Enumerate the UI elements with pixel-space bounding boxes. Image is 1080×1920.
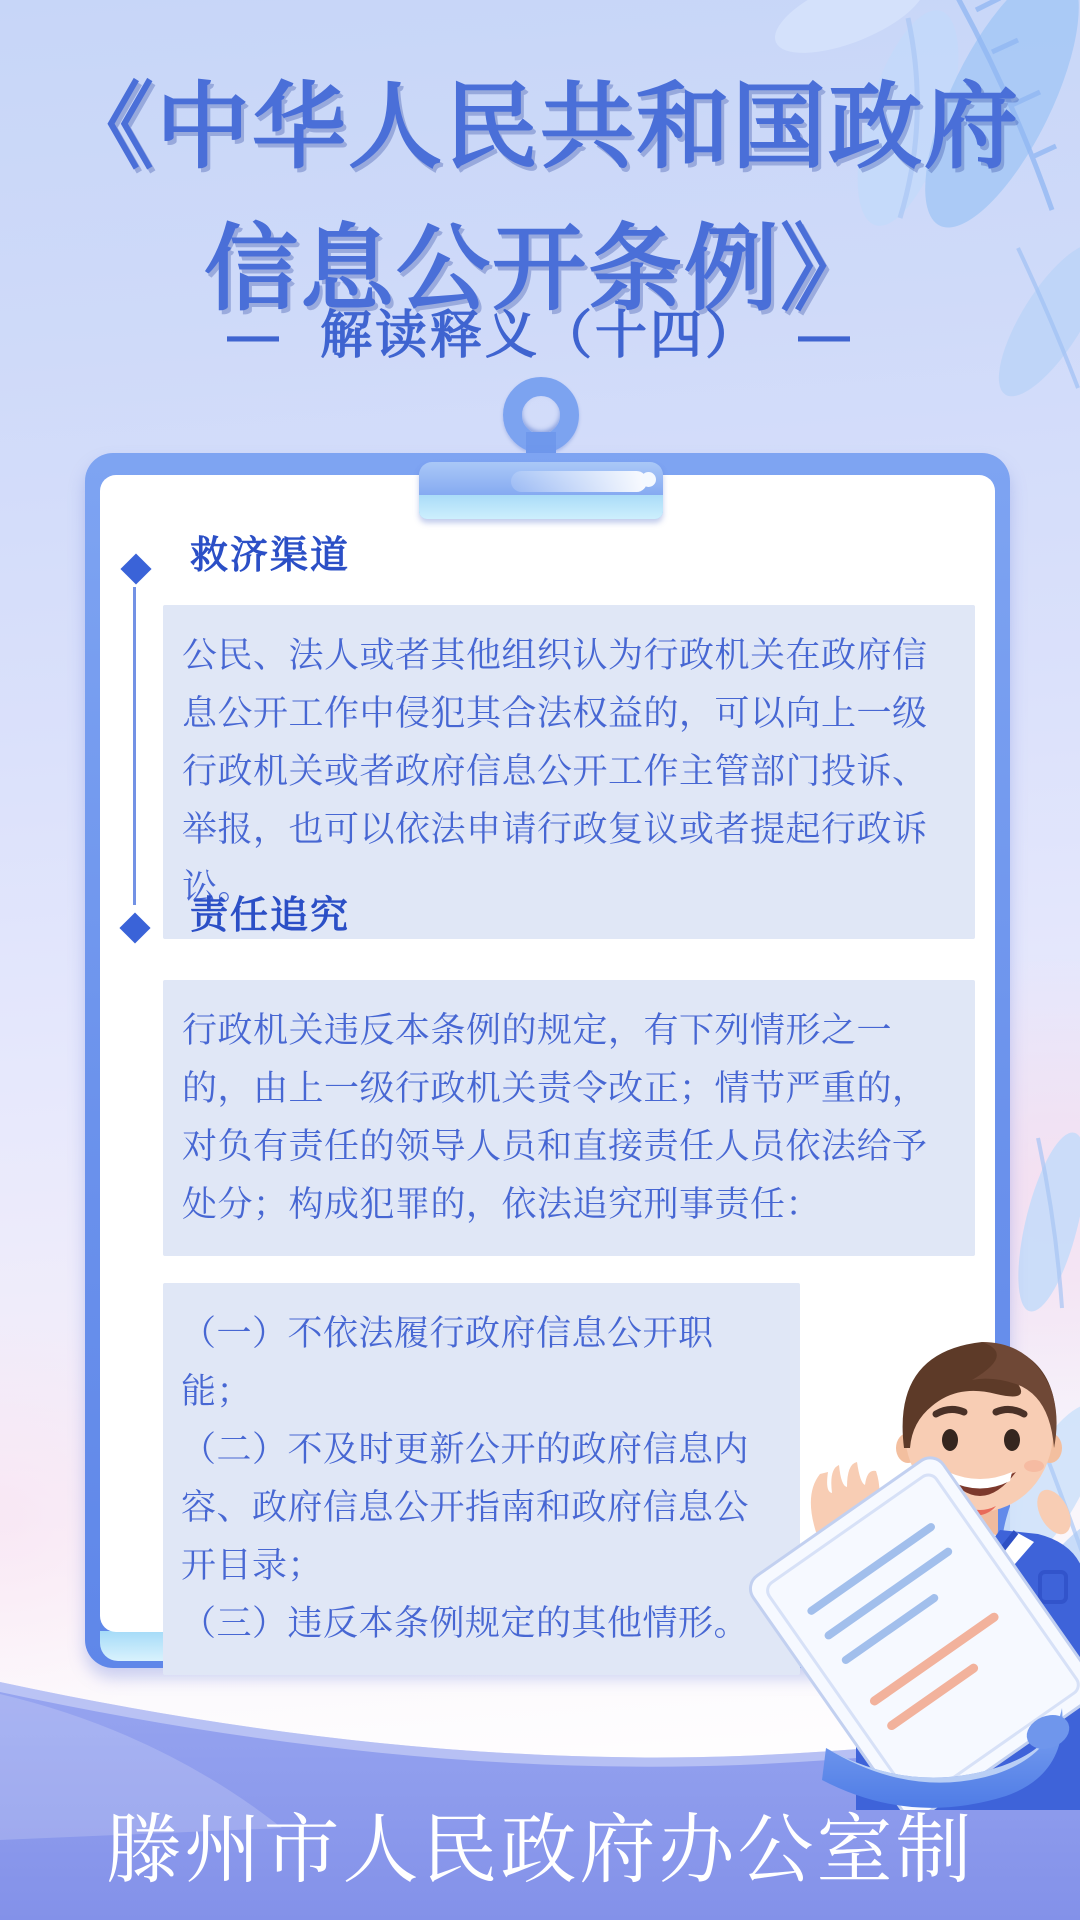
diamond-bullet-2 xyxy=(119,912,150,943)
section-heading-accountability: 责任追究 xyxy=(190,895,351,937)
diamond-bullet-1 xyxy=(120,553,151,584)
poster-title-line1: 《中华人民共和国政府 xyxy=(59,74,1020,179)
section-body-accountability: 行政机关违反本条例的规定，有下列情形之一的，由上一级行政机关责令改正；情节严重的，对负有责任的领导人员和直接责任人员依法给予处分；构成犯罪的，依法追究刑事责任： xyxy=(163,980,975,1256)
poster-title-line2: 信息公开条例》 xyxy=(203,216,876,321)
man-illustration xyxy=(620,1280,1080,1810)
clip-dot xyxy=(641,472,656,487)
clip-strip xyxy=(419,495,663,519)
footer-credit: 滕州市人民政府办公室制 xyxy=(105,1808,975,1893)
violation-item-3: （三）违反本条例规定的其他情形。 xyxy=(181,1604,750,1643)
clip-shine xyxy=(511,471,647,492)
poster-subtitle xyxy=(0,304,1080,368)
subtitle-text: 解读释义（十四） xyxy=(319,307,760,365)
violation-item-2: （二）不及时更新公开的政府信息内容、政府信息公开指南和政府信息公开目录； xyxy=(181,1430,750,1585)
section-body-remedy: 公民、法人或者其他组织认为行政机关在政府信息公开工作中侵犯其合法权益的，可以向上一级行政机关或者政府信息公开工作主管部门投诉、举报，也可以依法申请行政复议或者提起行政诉讼。 xyxy=(163,605,975,939)
subtitle-dash-right: — xyxy=(798,307,853,365)
violation-item-1: （一）不依法履行政府信息公开职能； xyxy=(181,1314,714,1411)
clip-body xyxy=(419,462,663,519)
subtitle-dash-left: — xyxy=(226,307,282,365)
section-heading-remedy: 救济渠道 xyxy=(190,535,351,577)
poster-title xyxy=(0,56,1080,340)
section-connector-line xyxy=(133,587,136,905)
